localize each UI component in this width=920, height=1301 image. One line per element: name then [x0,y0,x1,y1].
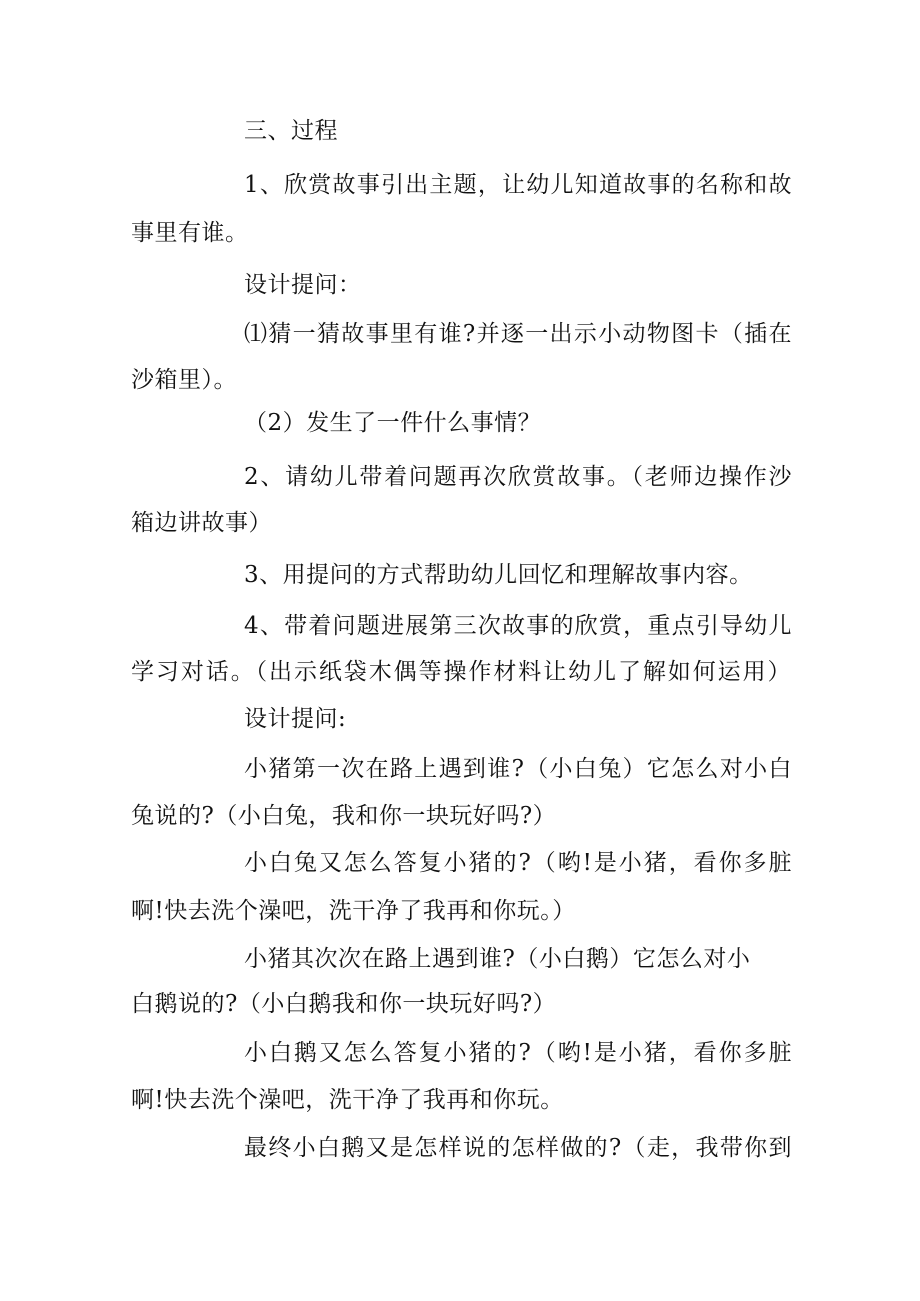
paragraph-line: 沙箱里）。 [131,367,237,393]
paragraph-line: 小猪第一次在路上遇到谁?（小白兔）它怎么对小白 [244,756,792,782]
paragraph-line: 兔说的?（小白兔，我和你一块玩好吗?） [131,803,557,829]
paragraph-line: 啊!快去洗个澡吧，洗干净了我再和你玩。） [131,898,576,924]
section-heading: 三、过程 [244,118,338,144]
paragraph-line: 学习对话。（出示纸袋木偶等操作材料让幼儿了解如何运用） [131,659,791,685]
paragraph-line: 小白兔又怎么答复小猪的?（哟!是小猪，看你多脏 [244,850,792,876]
paragraph-line: 箱边讲故事） [131,510,272,536]
paragraph-line: 2、请幼儿带着问题再次欣赏故事。（老师边操作沙 [244,464,792,490]
paragraph-line: 最终小白鹅又是怎样说的怎样做的?（走，我带你到 [244,1135,792,1161]
paragraph-line: 啊!快去洗个澡吧，洗干净了我再和你玩。 [131,1087,564,1113]
paragraph-line: 设计提问: [244,706,347,732]
paragraph-line: ⑴猜一猜故事里有谁?并逐一出示小动物图卡（插在 [244,321,792,347]
paragraph-line: 小白鹅又怎么答复小猪的?（哟!是小猪，看你多脏 [244,1040,792,1066]
paragraph-line: 小猪其次次在路上遇到谁?（小白鹅）它怎么对小 [244,946,751,972]
paragraph-line: 事里有谁。 [131,220,249,246]
paragraph-line: 白鹅说的?（小白鹅我和你一块玩好吗?） [131,991,557,1017]
paragraph-line: 4、带着问题进展第三次故事的欣赏，重点引导幼儿 [244,613,792,639]
paragraph-line: 设计提问： [244,272,362,298]
paragraph-line: （2）发生了一件什么事情？ [244,410,542,436]
paragraph-line: 1、欣赏故事引出主题，让幼儿知道故事的名称和故 [244,172,792,198]
paragraph-line: 3、用提问的方式帮助幼儿回忆和理解故事内容。 [244,562,753,588]
